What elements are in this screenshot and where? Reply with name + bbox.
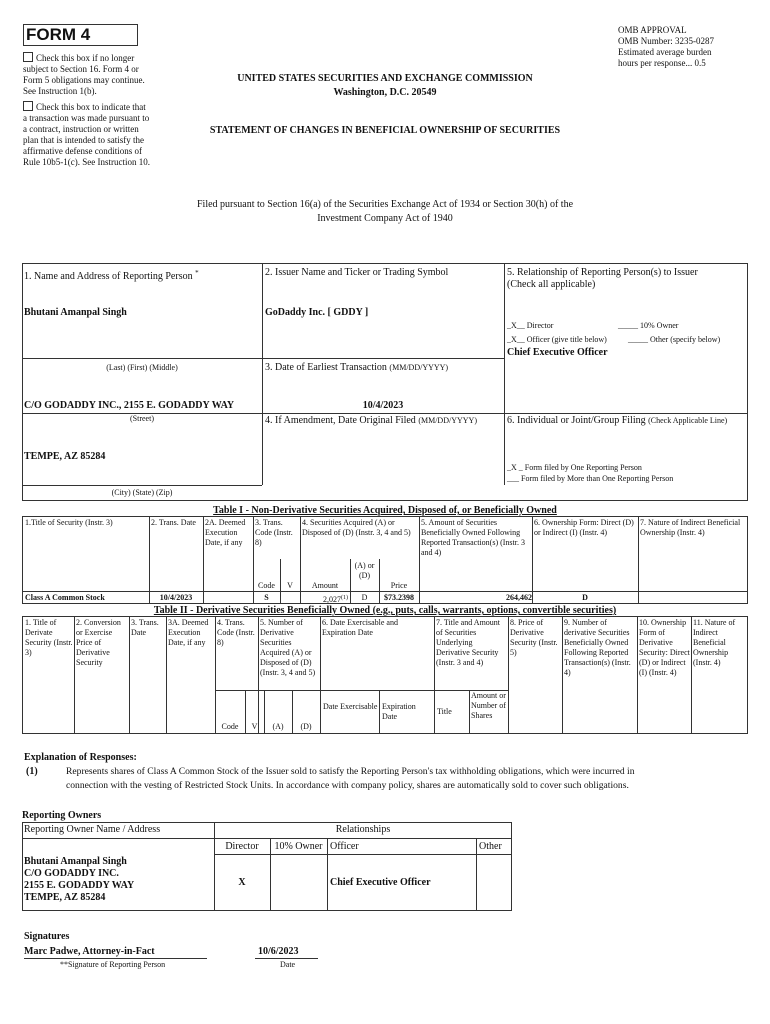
signatures-heading: Signatures	[24, 931, 70, 942]
t2-sub-date-ex: Date Exercisable	[323, 702, 378, 711]
signature-name: Marc Padwe, Attorney-in-Fact	[24, 946, 155, 957]
filed-pursuant-2: Investment Company Act of 1940	[317, 213, 453, 224]
t2-h7: 7. Title and Amount of Securities Underlying Derivative Security (Instr. 3 and 4)	[436, 618, 501, 667]
issuer-name: GoDaddy Inc. [ GDDY ]	[265, 307, 369, 318]
t2-h3a: 3A. Deemed Execution Date, if any	[168, 618, 209, 647]
t2-h11: 11. Nature of Indirect Beneficial Ownership (Instr. 4)	[693, 618, 736, 667]
footnote-text-1: Represents shares of Class A Common Stock of the Issuer sold to satisfy the Reporting Person's tax withholding obligations, which were incurred in	[66, 766, 635, 777]
box6-label: 6. Individual or Joint/Group Filing (Check Applicable Line)	[507, 415, 728, 426]
t1-row-owned: 264,462	[506, 593, 532, 602]
t1-row-aord: D	[361, 593, 368, 602]
t1-sub-price: Price	[390, 581, 408, 590]
checkbox-icon[interactable]	[23, 52, 33, 62]
footnote-number: (1)	[26, 766, 38, 777]
owners-col-officer: Officer	[330, 841, 359, 852]
box1-label: 1. Name and Address of Reporting Person *	[24, 269, 199, 282]
checkbox-no-longer-subject-label: Check this box if no longer subject to Section 16. Form 4 or Form 5 obligations may continue. See Instruction 1(b).	[23, 53, 145, 96]
explanation-heading: Explanation of Responses:	[24, 752, 137, 763]
t2-h4: 4. Trans. Code (Instr. 8)	[217, 618, 255, 647]
omb-approval	[618, 25, 758, 69]
signature-date: 10/6/2023	[258, 946, 299, 957]
owner-address: Bhutani Amanpal Singh C/O GODADDY INC. 2155 E. GODADDY WAY TEMPE, AZ 85284	[24, 856, 135, 903]
statement-title: STATEMENT OF CHANGES IN BENEFICIAL OWNERSHIP OF SECURITIES	[209, 125, 561, 136]
t1-h2: 2. Trans. Date	[151, 518, 196, 527]
t1-row-amount: 2,027$^{(1)}$	[323, 595, 348, 604]
filing-option-one[interactable]: _X _ Form filed by One Reporting Person	[507, 463, 642, 472]
other-check[interactable]: _____ Other (specify below)	[628, 335, 721, 344]
checkbox-no-longer-subject[interactable]	[23, 52, 151, 97]
table2-title: Table II - Derivative Securities Beneficially Owned (e.g., puts, calls, warrants, options, convertible securities)	[153, 605, 617, 616]
omb-line-3: Estimated average burden	[618, 47, 712, 57]
t2-h6: 6. Date Exercisable and Expiration Date	[322, 618, 398, 637]
box3-label: 3. Date of Earliest Transaction (MM/DD/YYYY)	[265, 362, 449, 373]
city-sublabel: (City) (State) (Zip)	[111, 488, 173, 497]
owner-officer-title: Chief Executive Officer	[330, 877, 431, 888]
t1-row-code: S	[264, 593, 269, 602]
t2-h8: 8. Price of Derivative Security (Instr. 5)	[510, 618, 558, 657]
t2-sub-d: (D)	[300, 722, 312, 731]
owners-col-ten: 10% Owner	[274, 841, 323, 852]
t2-sub-exp: Expiration Date	[382, 702, 416, 721]
table1-title: Table I - Non-Derivative Securities Acquired, Disposed of, or Beneficially Owned	[213, 505, 557, 516]
omb-line-2: OMB Number: 3235-0287	[618, 36, 714, 46]
t1-h2a: 2A. Deemed Execution Date, if any	[205, 518, 246, 547]
reporting-person-name: Bhutani Amanpal Singh	[24, 307, 127, 318]
earliest-transaction-date: 10/4/2023	[362, 400, 404, 411]
signature-date-sublabel: Date	[280, 960, 296, 969]
footnote-text-2: connection with the vesting of Restricted Stock Units. In accordance with company policy, shares are automatically sold to cover such obligations.	[66, 780, 629, 791]
t2-h1: 1. Title of Derivate Security (Instr. 3)	[25, 618, 73, 657]
t2-h9: 9. Number of derivative Securities Beneficially Owned Following Reported Transaction(s) (Instr. 4)	[564, 618, 631, 677]
omb-line-1: OMB APPROVAL	[618, 25, 687, 35]
t1-row-date: 10/4/2023	[159, 593, 193, 602]
t1-h3: 3. Trans. Code (Instr. 8)	[255, 518, 293, 547]
street-sublabel: (Street)	[130, 414, 154, 423]
t1-sub-v: V	[287, 581, 293, 590]
t1-sub-code: Code	[258, 581, 275, 590]
ten-pct-check[interactable]: _____ 10% Owner	[618, 321, 679, 330]
t1-h1: 1.Title of Security (Instr. 3)	[25, 518, 113, 527]
reporting-person-street: C/O GODADDY INC., 2155 E. GODADDY WAY	[24, 400, 235, 411]
box4-label: 4. If Amendment, Date Original Filed (MM/DD/YYYY)	[265, 415, 477, 426]
checkbox-icon[interactable]	[23, 101, 33, 111]
t2-sub-code: Code	[221, 722, 239, 731]
t2-h2: 2. Conversion or Exercise Price of Derivative Security	[76, 618, 121, 667]
t2-h3: 3. Trans. Date	[131, 618, 159, 637]
box2-label: 2. Issuer Name and Ticker or Trading Symbol	[265, 267, 449, 278]
t1-row-title: Class A Common Stock	[25, 593, 105, 602]
sec-name: UNITED STATES SECURITIES AND EXCHANGE COMMISSION	[237, 73, 533, 84]
t1-sub-aord: (A) or (D)	[354, 561, 375, 580]
director-check[interactable]: _X__ Director	[507, 321, 554, 330]
t2-h10: 10. Ownership Form of Derivative Security: Direct (D) or Indirect (I) (Instr. 4)	[639, 618, 690, 677]
sec-city: Washington, D.C. 20549	[333, 87, 437, 98]
t2-sub-v: V	[251, 722, 258, 731]
box5-label: 5. Relationship of Reporting Person(s) to Issuer (Check all applicable)	[507, 267, 698, 290]
name-sublabel: (Last) (First) (Middle)	[106, 363, 178, 372]
t2-sub-title: Title	[437, 707, 452, 716]
omb-line-4: hours per response... 0.5	[618, 58, 706, 68]
owners-col-relationships: Relationships	[335, 824, 391, 835]
t1-h7: 7. Nature of Indirect Beneficial Ownership (Instr. 4)	[640, 518, 741, 537]
filing-option-more[interactable]: ___ Form filed by More than One Reporting Person	[507, 474, 674, 483]
t2-sub-amt: Amount or Number of Shares	[471, 691, 506, 720]
t1-h4: 4. Securities Acquired (A) or Disposed of (D) (Instr. 3, 4 and 5)	[302, 518, 411, 537]
signature-sublabel: **Signature of Reporting Person	[60, 960, 166, 969]
t1-h6: 6. Ownership Form: Direct (D) or Indirect (I) (Instr. 4)	[534, 518, 634, 537]
t2-sub-a: (A)	[272, 722, 284, 731]
reporting-owners-heading: Reporting Owners	[22, 810, 102, 821]
owners-col-name: Reporting Owner Name / Address	[24, 824, 161, 835]
t1-h5: 5. Amount of Securities Beneficially Owned Following Reported Transaction(s) (Instr. 3 and 4)	[421, 518, 525, 557]
reporting-person-city: TEMPE, AZ 85284	[24, 451, 106, 462]
t1-row-footnote: (1)	[341, 595, 348, 601]
owner-director-mark: X	[238, 877, 246, 888]
officer-check[interactable]: _X__ Officer (give title below)	[507, 335, 607, 344]
owners-col-director: Director	[225, 841, 259, 852]
t2-h5: 5. Number of Derivative Securities Acquired (A) or Disposed of (D) (Instr. 3, 4 and 5)	[260, 618, 316, 677]
checkbox-rule-10b5-1-label: Check this box to indicate that a transaction was made pursuant to a contract, instruction or written plan that is intended to satisfy the affirmative defense conditions of Rule 10b5-1(c). See Instruction 10.	[23, 102, 150, 167]
t1-row-form: D	[582, 593, 588, 602]
filed-pursuant-1: Filed pursuant to Section 16(a) of the Securities Exchange Act of 1934 or Section 30(h) of the	[196, 199, 574, 210]
form-title: FORM 4	[26, 25, 91, 44]
t1-sub-amount: Amount	[311, 581, 339, 590]
officer-title: Chief Executive Officer	[507, 347, 608, 358]
owners-col-other: Other	[479, 841, 502, 852]
t1-row-price: $73.2398	[384, 593, 414, 602]
